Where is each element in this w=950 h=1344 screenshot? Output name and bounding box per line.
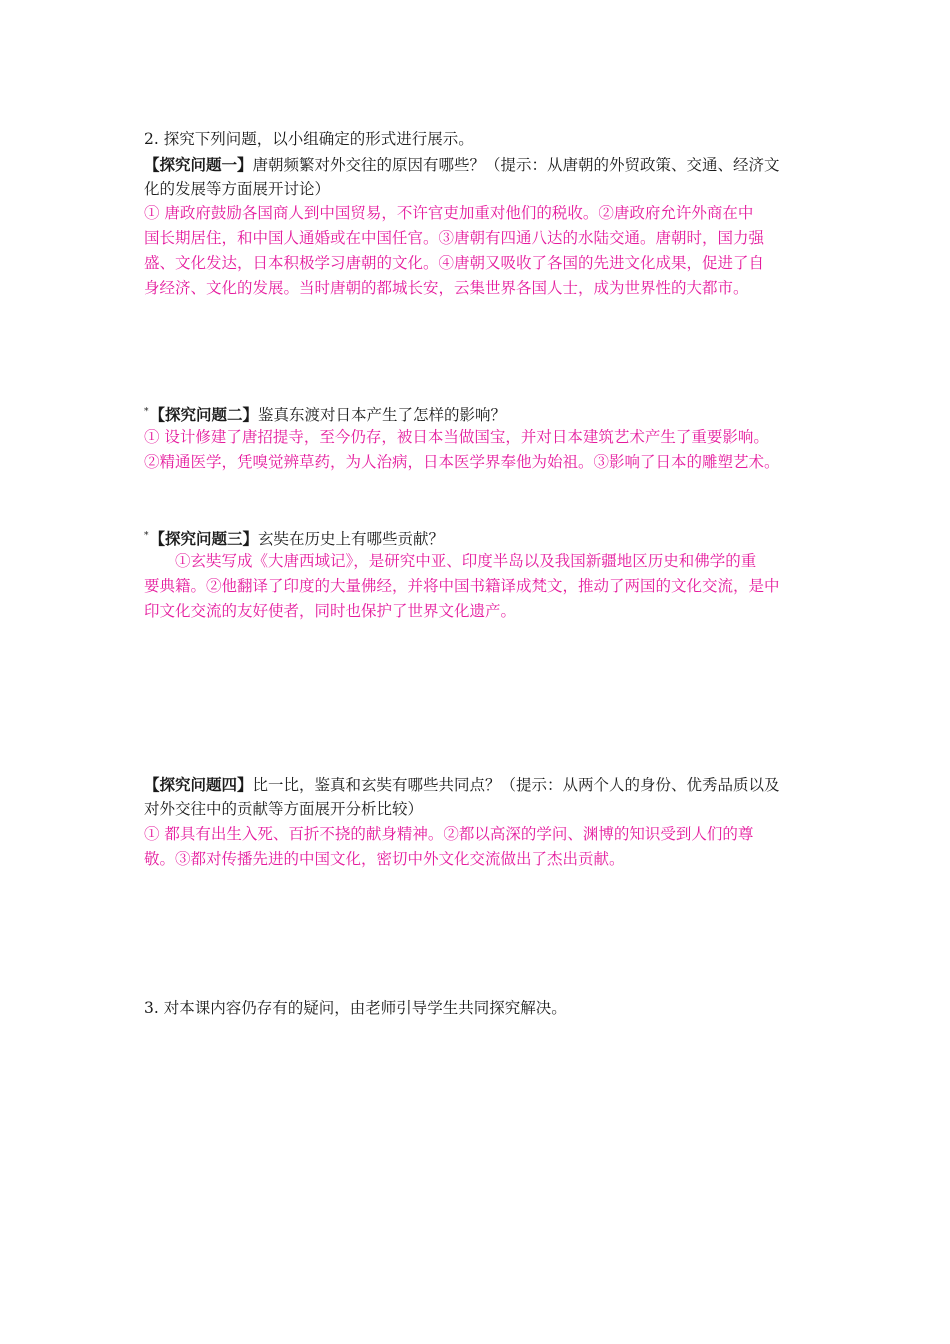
question-4-answer-line: 敬。③都对传播先进的中国文化，密切中外文化交流做出了杰出贡献。 <box>144 850 625 868</box>
question-1-answer-line: 国长期居住，和中国人通婚或在中国任官。③唐朝有四通八达的水陆交通。唐朝时，国力强 <box>144 229 765 247</box>
question-4-line-1 <box>144 772 812 798</box>
question-4-title: 【探究问题四】 <box>144 775 253 794</box>
question-3-answer-line: ①玄奘写成《大唐西域记》，是研究中亚、印度半岛以及我国新疆地区历史和佛学的重 <box>175 552 757 570</box>
question-2-line <box>144 400 812 428</box>
question-2-text: 鉴真东渡对日本产生了怎样的影响？ <box>258 406 507 425</box>
question-3-star: * <box>144 531 149 541</box>
question-2-answer-line: ②精通医学，凭嗅觉辨草药，为人治病，日本医学界奉他为始祖。③影响了日本的雕塑艺术。 <box>144 453 780 471</box>
question-3-text: 玄奘在历史上有哪些贡献？ <box>258 530 445 549</box>
question-1-text: 唐朝频繁对外交往的原因有哪些？（提示：从唐朝的外贸政策、交通、经济文 <box>252 156 780 174</box>
question-3-answer-line: 要典籍。②他翻译了印度的大量佛经，并将中国书籍译成梵文，推动了两国的文化交流，是中 <box>144 577 780 595</box>
question-2-answer-line: ① 设计修建了唐招提寺，至今仍存，被日本当做国宝，并对日本建筑艺术产生了重要影响。 <box>144 428 769 446</box>
question-2-title: 【探究问题二】 <box>149 405 259 425</box>
question-1-line-1 <box>144 152 812 178</box>
question-1-answer-line: 身经济、文化的发展。当时唐朝的都城长安，云集世界各国人士，成为世界性的大都市。 <box>144 279 749 297</box>
section-2-intro: 2. 探究下列问题，以小组确定的形式进行展示。 <box>144 130 474 148</box>
question-4-answer-line: ① 都具有出生入死、百折不挠的献身精神。②都以高深的学问、渊博的知识受到人们的尊 <box>144 825 754 843</box>
question-1-line-2: 化的发展等方面展开讨论） <box>144 180 331 198</box>
question-4-text: 比一比，鉴真和玄奘有哪些共同点？（提示：从两个人的身份、优秀品质以及 <box>252 776 780 794</box>
question-3-title: 【探究问题三】 <box>149 529 259 549</box>
question-1-answer-line: 盛、文化发达，日本积极学习唐朝的文化。④唐朝又吸收了各国的先进文化成果，促进了自 <box>144 254 765 272</box>
question-3-answer-line: 印文化交流的友好使者，同时也保护了世界文化遗产。 <box>144 602 517 620</box>
question-1-answer-line: ① 唐政府鼓励各国商人到中国贸易，不许官吏加重对他们的税收。②唐政府允许外商在中 <box>144 204 754 222</box>
question-3-line <box>144 524 812 552</box>
question-2-star: * <box>144 407 149 417</box>
section-3-text: 3. 对本课内容仍存有的疑问，由老师引导学生共同探究解决。 <box>144 999 567 1017</box>
question-4-line-2: 对外交往中的贡献等方面展开分析比较） <box>144 800 424 818</box>
question-1-title: 【探究问题一】 <box>144 155 253 174</box>
